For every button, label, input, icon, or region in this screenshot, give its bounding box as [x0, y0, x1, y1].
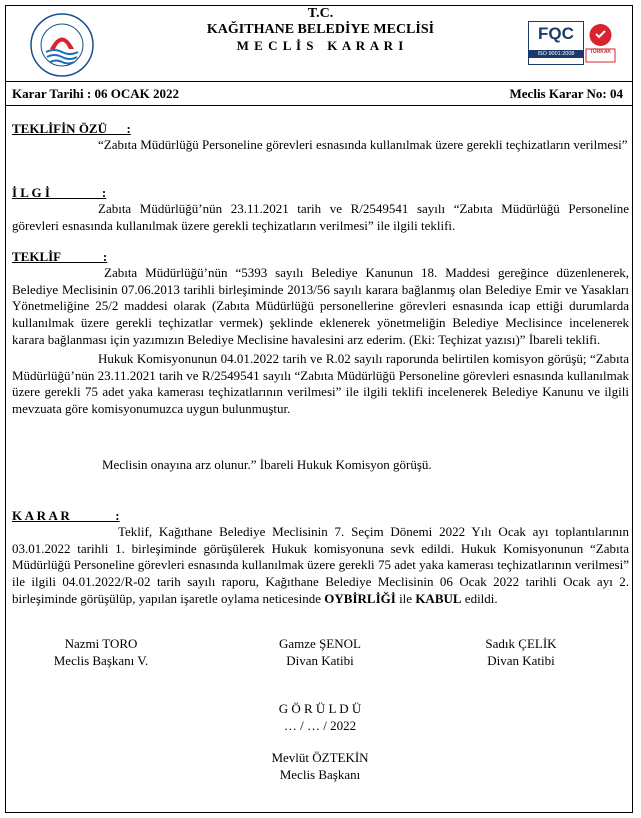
- karar-text-part-1: Teklif, Kağıthane Belediye Meclisinin 7. Seçim Dönemi 2022 Yılı Ocak ayı toplantılarının 03.01.2022 tarihli 1. birleşiminde görüşülerek Hukuk komisyonuna sevk edildi. Hukuk Komisyonunun “Zabıta Müdürlüğü Personeline görevleri esnasında kullanılmak üzere gerekli 75 adet yaka kamerası teçhizatlarının verilmesi” ile ilgili 04.01.2022/R-02 tarih sayılı raporu, Kağıthane Belediye Meclisinin 06 Ocak 2022 tarihli Ocak ayı 2. birleşiminde görüşülüp, yapılan işaretle oylama neticesinde: [12, 524, 629, 606]
- decision-number: Meclis Karar No: 04: [509, 86, 623, 101]
- signature-title: Divan Katibi: [286, 653, 354, 668]
- signature-block-katib-1: [245, 635, 395, 669]
- section-head-teklif: TEKLİF :: [12, 249, 108, 264]
- onay-text: Meclisin onayına arz olunur.” İbareli Hukuk Komisyon görüşü.: [102, 457, 432, 472]
- signature-block-katib-2: [446, 635, 596, 669]
- goruldu-signature: [220, 749, 420, 783]
- komisyon-text: Hukuk Komisyonunun 04.01.2022 tarih ve R.02 sayılı raporunda belirtilen komisyon görüşü; “Zabıta Müdürlüğü’nün 23.11.2021 tarih ve R/2549541 sayılı “Zabıta Müdürlüğü Personeline görevleri esnasında kullanılmak üzere gerekli 75 adet yaka kamerası teçhizatlarının verilmesi” ile ilgili teklifi incelenerek Belediye Kanunu ve ilgili mevzuata göre komisyonumuzca uygun bulunmuştur.: [12, 351, 629, 417]
- header-doc-type: M E C L İ S K A R A R I: [236, 38, 405, 53]
- karar-text-part-2: ile: [395, 590, 416, 606]
- meta-divider: [5, 105, 633, 106]
- goruldu-date: … / … / 2022: [283, 718, 357, 733]
- turkak-logo: [585, 21, 616, 63]
- goruldu-name: Mevlüt ÖZTEKİN: [271, 750, 369, 765]
- signature-name: Gamze ŞENOL: [279, 636, 361, 651]
- section-head-ilgi: İ L G İ :: [12, 185, 107, 200]
- signature-name: Sadık ÇELİK: [485, 636, 557, 651]
- decision-date: Karar Tarihi : 06 OCAK 2022: [12, 86, 179, 101]
- section-head-karar: K A R A R :: [12, 508, 120, 523]
- fqc-iso-logo: [528, 21, 584, 65]
- header-tc: T.C.: [307, 6, 334, 21]
- turkak-text: TÜRKAK: [589, 49, 612, 55]
- signature-block-baskan-v: [26, 635, 176, 669]
- karar-kabul: KABUL: [415, 590, 462, 606]
- signature-title: Divan Katibi: [487, 653, 555, 668]
- section-head-teklif-ozu: TEKLİFİN ÖZÜ :: [12, 121, 131, 136]
- header-org: KAĞITHANE BELEDİYE MECLİSİ: [206, 22, 435, 37]
- signature-name: Nazmi TORO: [64, 636, 138, 651]
- iso-text: ISO 9001:2008: [529, 50, 583, 58]
- teklif-ozu-text: “Zabıta Müdürlüğü Personeline görevleri esnasında kullanılmak üzere gerekli teçhizatların verilmesi”: [98, 137, 628, 152]
- karar-oybirligi: OYBİRLİĞİ: [324, 590, 396, 606]
- fqc-text: FQC: [538, 24, 574, 43]
- header-divider: [5, 81, 633, 82]
- ilgi-text: Zabıta Müdürlüğü’nün 23.11.2021 tarih ve R/2549541 sayılı “Zabıta Müdürlüğü Personeline görevleri esnasında kullanılmak üzere gerekli teçhizatların verilmesi” ile ilgili teklifi.: [12, 201, 629, 233]
- karar-text: [12, 524, 629, 608]
- goruldu-title: Meclis Başkanı: [279, 767, 361, 782]
- signature-title: Meclis Başkanı V.: [53, 653, 149, 668]
- goruldu-block: [220, 700, 420, 734]
- teklif-text: Zabıta Müdürlüğü’nün “5393 sayılı Belediye Kanunun 18. Maddesi gereğince düzenlenerek, Belediye Meclisinin 07.06.2013 tarihli birleşiminde 2013/56 sayılı karara bağlanmış olan Belediye Emir ve Yasakları Yönetmeliğine 25/2 maddesi olarak (Zabıta Müdürlüğü personellerine görevleri esnasında icap ettiği durumlarda kullanılmak üzere gerekli teçhizatlar vermek) şeklinde eklenerek yönetmeliğin Belediye Meclisince incelenerek karara bağlanması için yazımızın Belediye Meclisine havalesini arz ederim. (Eki: Teçhizat yazısı)” İbareli teklifi.: [12, 265, 629, 347]
- goruldu-label: G Ö R Ü L D Ü: [278, 701, 362, 716]
- karar-text-part-3: edildi.: [461, 590, 498, 606]
